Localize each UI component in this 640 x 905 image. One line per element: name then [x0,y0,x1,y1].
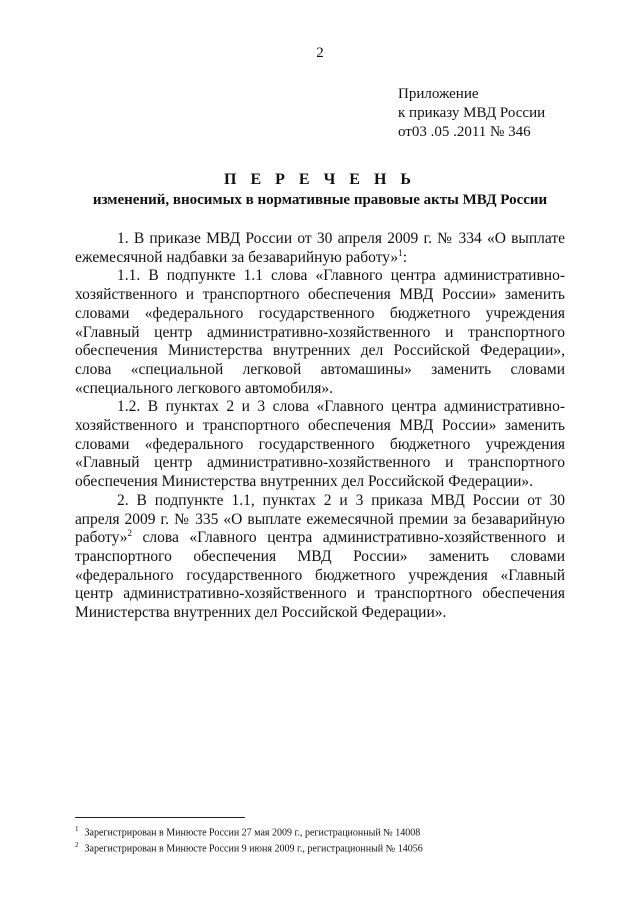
footnote-1-text: Зарегистрирован в Минюсте России 27 мая 2009 г., регистрационный № 14008 [84,827,421,839]
footnote-divider [75,817,245,818]
paragraph-2 [75,492,565,623]
document-subtitle: изменений, вносимых в нормативные правовые акты МВД России [92,192,548,208]
footnote-1-mark: 1 [75,825,79,833]
footnote-2-text: Зарегистрирован в Минюсте России 9 июня 2009 г., регистрационный № 14056 [84,843,423,855]
appendix-block [398,85,545,142]
paragraph-1-tail: : [402,248,407,266]
footnotes [75,823,565,856]
footnote-2-mark: 2 [75,841,79,850]
paragraph-1-1-text: 1.1. В подпункте 1.1 слова «Главного центра административно-хозяйственного и транспортного обеспечения МВД России» заменить словами «федерального государственного бюджетного учреждения «Главный центр административно-хозяйственного и транспортного обеспечения Министерства внутренних дел Российской Федерации», слова «специальной легковой автомашины» заменить словами «специального легкового автомобиля». [75,267,565,397]
paragraph-2-tail: слова «Главного центра административно-хозяйственного и транспортного обеспечения МВД России» заменить словами «федерального государственного бюджетного учреждения «Главный центр административно-хозяйственного и транспортного обеспечения Министерства внутренних дел Российской Федерации». [75,529,565,622]
paragraph-1-2-text: 1.2. В пунктах 2 и 3 слова «Главного центра административно-хозяйственного и транспортного обеспечения МВД России» заменить словами «федерального государственного бюджетного учреждения «Главный центр административно-хозяйственного и транспортного обеспечения Министерства внутренних дел Российской Федерации». [75,398,565,491]
appendix-line-2: к приказу МВД России [398,105,546,121]
footnote-2 [75,839,565,855]
paragraph-1 [75,230,565,267]
paragraph-1-text: 1. В приказе МВД России от 30 апреля 2009 г. № 334 «О выплате ежемесячной надбавки за безаварийную работу» [75,230,565,266]
paragraph-2-text: 2. В подпункте 1.1, пунктах 2 и 3 приказа МВД России от 30 апреля 2009 г. № 335 «О выплате ежемесячной премии за безаварийную работу» [75,491,565,547]
page-number: 2 [316,45,324,61]
paragraph-1-1 [75,267,565,398]
appendix-line-3: от03 .05 .2011 № 346 [398,124,531,140]
document-title: П Е Р Е Ч Е Н Ь [224,171,416,188]
footnote-1 [75,823,565,839]
footnote-ref-2: 2 [127,528,133,539]
document-body [75,230,565,623]
footnote-ref-1: 1 [398,247,403,258]
paragraph-1-2 [75,398,565,492]
appendix-line-1: Приложение [398,86,479,102]
